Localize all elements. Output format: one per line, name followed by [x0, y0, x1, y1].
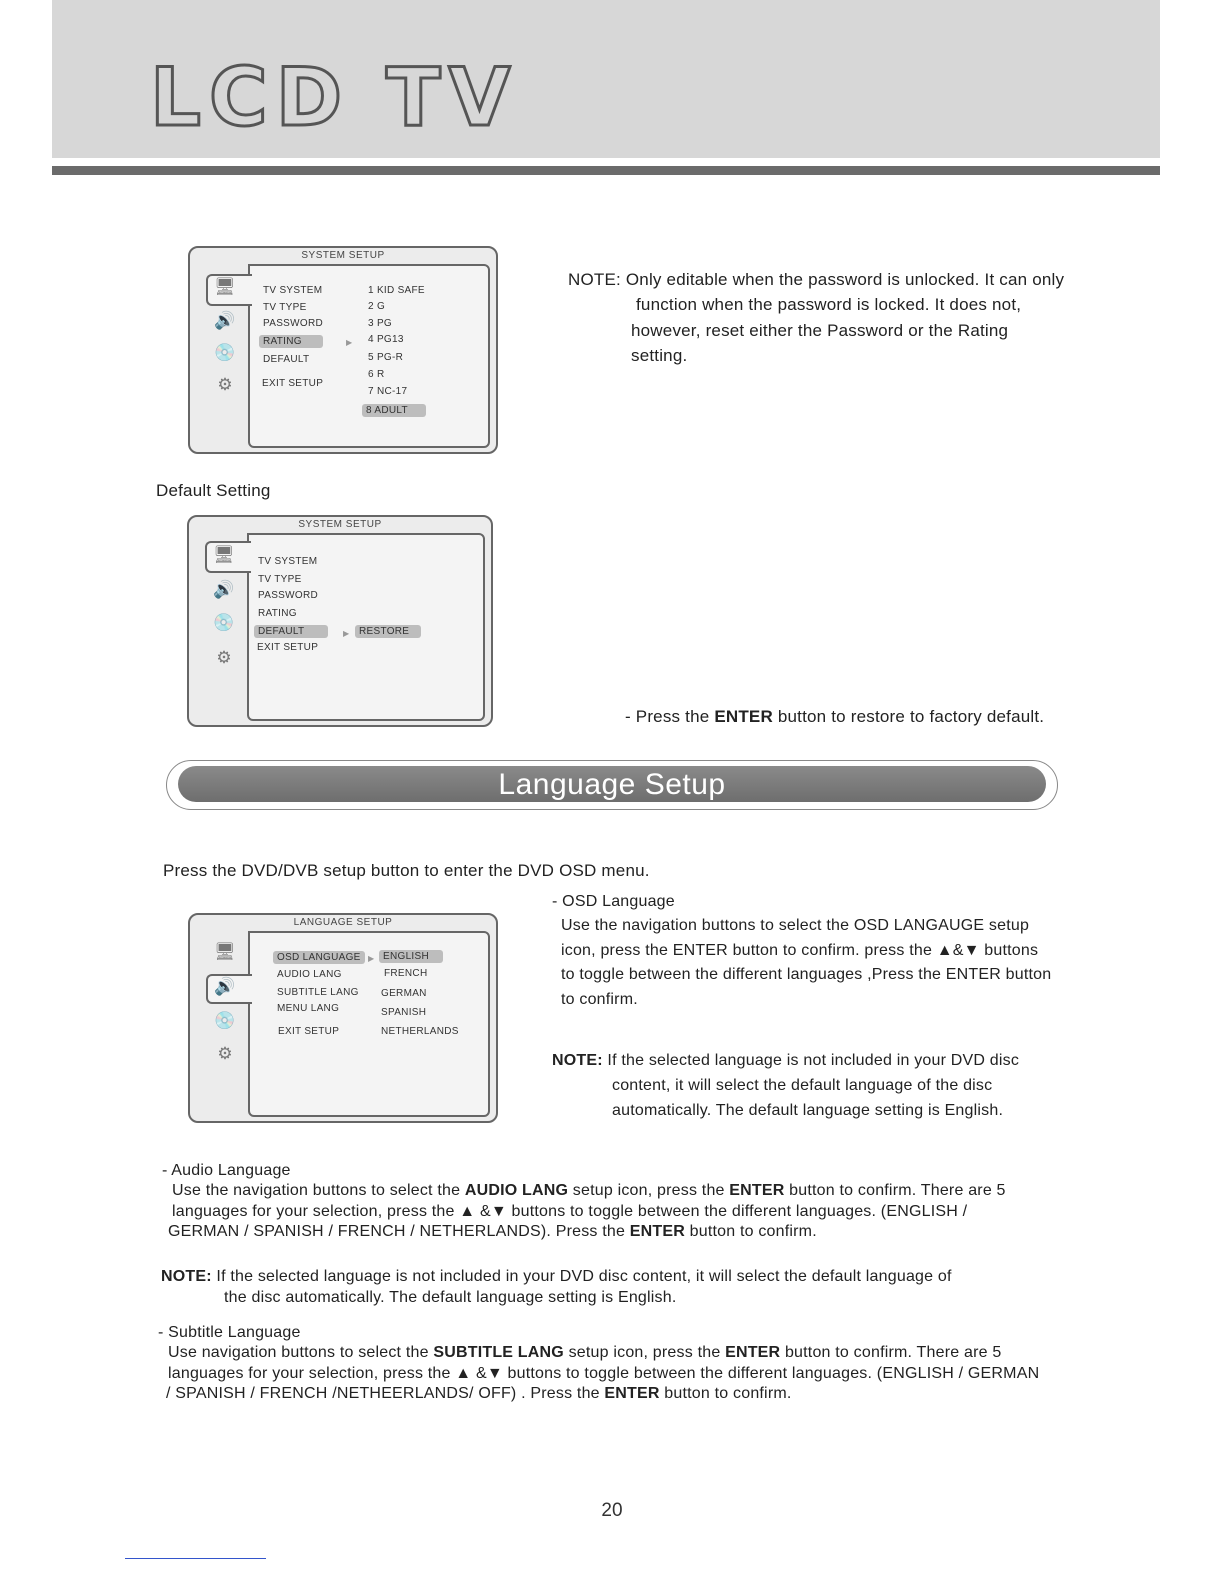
osd-language-heading: - OSD Language: [552, 893, 675, 910]
lcd-tv-logo: LCD TV: [150, 51, 519, 144]
note-audio-line: the disc automatically. The default language setting is English.: [224, 1289, 677, 1306]
note-password-line: function when the password is locked. It does not,: [636, 295, 1022, 314]
settings-icon[interactable]: ⚙: [217, 1044, 233, 1063]
language-option[interactable]: SPANISH: [381, 1007, 427, 1018]
note-osd-line: automatically. The default language setting is English.: [612, 1102, 1004, 1119]
disc-icon[interactable]: 💿: [214, 343, 236, 362]
arrow-icon: ▶: [368, 954, 375, 963]
monitor-icon[interactable]: 🖥: [214, 277, 236, 296]
menu-item-tv-type[interactable]: TV TYPE: [263, 302, 307, 313]
speaker-icon[interactable]: 🔊: [214, 977, 236, 996]
note-osd-line: content, it will select the default language of the disc: [612, 1077, 993, 1094]
header-divider: [52, 166, 1160, 175]
subtitle-language-line: / SPANISH / FRENCH /NETHEERLANDS/ OFF) . Press the ENTER button to confirm.: [166, 1385, 792, 1402]
osd-language-line: Use the navigation buttons to select the OSD LANGAUGE setup: [561, 917, 1030, 934]
audio-language-line: Use the navigation buttons to select the AUDIO LANG setup icon, press the ENTER button to confirm. There are 5: [172, 1182, 1006, 1199]
menu-item-rating[interactable]: RATING: [259, 335, 323, 348]
menu-item-exit-setup[interactable]: EXIT SETUP: [257, 642, 319, 653]
settings-icon[interactable]: ⚙: [216, 648, 232, 667]
menu-item-audio-lang[interactable]: AUDIO LANG: [277, 969, 342, 980]
note-audio-first-line: NOTE: If the selected language is not included in your DVD disc content, it will select the default language of: [161, 1268, 952, 1285]
disc-icon[interactable]: 💿: [214, 1011, 236, 1030]
menu-item-subtitle-lang[interactable]: SUBTITLE LANG: [277, 987, 359, 998]
language-option[interactable]: FRENCH: [384, 968, 428, 979]
menu-item-exit-setup[interactable]: EXIT SETUP: [278, 1026, 340, 1037]
note-password-line: setting.: [631, 346, 688, 365]
rating-option-selected[interactable]: 8 ADULT: [362, 404, 426, 417]
speaker-icon[interactable]: 🔊: [213, 580, 235, 599]
osd-language-line: icon, press the ENTER button to confirm. press the ▲&▼ buttons: [561, 942, 1039, 959]
menu-item-menu-lang[interactable]: MENU LANG: [277, 1003, 340, 1014]
monitor-icon[interactable]: 🖥: [213, 545, 235, 564]
disc-icon[interactable]: 💿: [213, 613, 235, 632]
rating-option[interactable]: 2 G: [368, 301, 386, 312]
menu-item-osd-language[interactable]: OSD LANGUAGE: [273, 951, 365, 964]
menu-title: SYSTEM SETUP: [301, 250, 385, 261]
menu-item-exit-setup[interactable]: EXIT SETUP: [262, 378, 324, 389]
section-banner-title: Language Setup: [498, 768, 726, 801]
rating-option[interactable]: 1 KID SAFE: [368, 285, 425, 296]
osd-language-line: to toggle between the different languages ,Press the ENTER button: [561, 966, 1052, 983]
menu-item-default[interactable]: DEFAULT: [254, 625, 328, 638]
subtitle-language-heading: - Subtitle Language: [158, 1324, 301, 1341]
rating-option[interactable]: 4 PG13: [368, 334, 404, 345]
note-osd-first-line: NOTE: If the selected language is not included in your DVD disc: [552, 1052, 1020, 1069]
settings-icon[interactable]: ⚙: [217, 375, 233, 394]
audio-language-heading: - Audio Language: [162, 1162, 291, 1179]
menu-item-tv-type[interactable]: TV TYPE: [258, 574, 302, 585]
system-setup-default-menu: [187, 515, 493, 727]
rating-option[interactable]: 6 R: [368, 369, 385, 380]
rating-option[interactable]: 7 NC-17: [368, 386, 408, 397]
menu-item-password[interactable]: PASSWORD: [263, 318, 323, 329]
menu-title: LANGUAGE SETUP: [293, 917, 393, 928]
menu-item-tv-system[interactable]: TV SYSTEM: [263, 285, 323, 296]
subtitle-language-line: languages for your selection, press the ▲ &▼ buttons to toggle between the different languages. (ENGLISH / GERMAN: [168, 1365, 1040, 1382]
speaker-icon[interactable]: 🔊: [214, 311, 236, 330]
audio-language-line: languages for your selection, press the ▲ &▼ buttons to toggle between the different languages. (ENGLISH /: [172, 1203, 968, 1220]
restore-instruction: - Press the ENTER button to restore to factory default.: [625, 707, 1045, 726]
menu-title: SYSTEM SETUP: [298, 519, 382, 530]
arrow-icon: ▶: [346, 338, 353, 347]
note-password-line: however, reset either the Password or the Rating: [631, 321, 1009, 340]
restore-option[interactable]: RESTORE: [355, 625, 421, 638]
rating-option[interactable]: 5 PG-R: [368, 352, 404, 363]
menu-item-rating[interactable]: RATING: [258, 608, 297, 619]
footer-line: [125, 1558, 266, 1559]
audio-language-line: GERMAN / SPANISH / FRENCH / NETHERLANDS). Press the ENTER button to confirm.: [168, 1223, 817, 1240]
monitor-icon[interactable]: 🖥: [214, 942, 236, 961]
intro-text: Press the DVD/DVB setup button to enter the DVD OSD menu.: [163, 861, 650, 880]
note-password-line: NOTE: Only editable when the password is unlocked. It can only: [568, 270, 1065, 289]
arrow-icon: ▶: [343, 629, 350, 638]
default-setting-heading: Default Setting: [156, 481, 271, 500]
language-setup-menu: [188, 913, 498, 1123]
system-setup-rating-menu: [188, 246, 498, 454]
page-number: 20: [601, 1500, 623, 1521]
menu-item-password[interactable]: PASSWORD: [258, 590, 318, 601]
language-option-selected[interactable]: ENGLISH: [379, 950, 443, 963]
rating-option[interactable]: 3 PG: [368, 318, 392, 329]
language-option[interactable]: GERMAN: [381, 988, 427, 999]
osd-language-line: to confirm.: [561, 991, 638, 1008]
language-option[interactable]: NETHERLANDS: [381, 1026, 459, 1037]
subtitle-language-line: Use navigation buttons to select the SUBTITLE LANG setup icon, press the ENTER button to confirm. There are 5: [168, 1344, 1002, 1361]
menu-item-tv-system[interactable]: TV SYSTEM: [258, 556, 318, 567]
menu-item-default[interactable]: DEFAULT: [263, 354, 310, 365]
